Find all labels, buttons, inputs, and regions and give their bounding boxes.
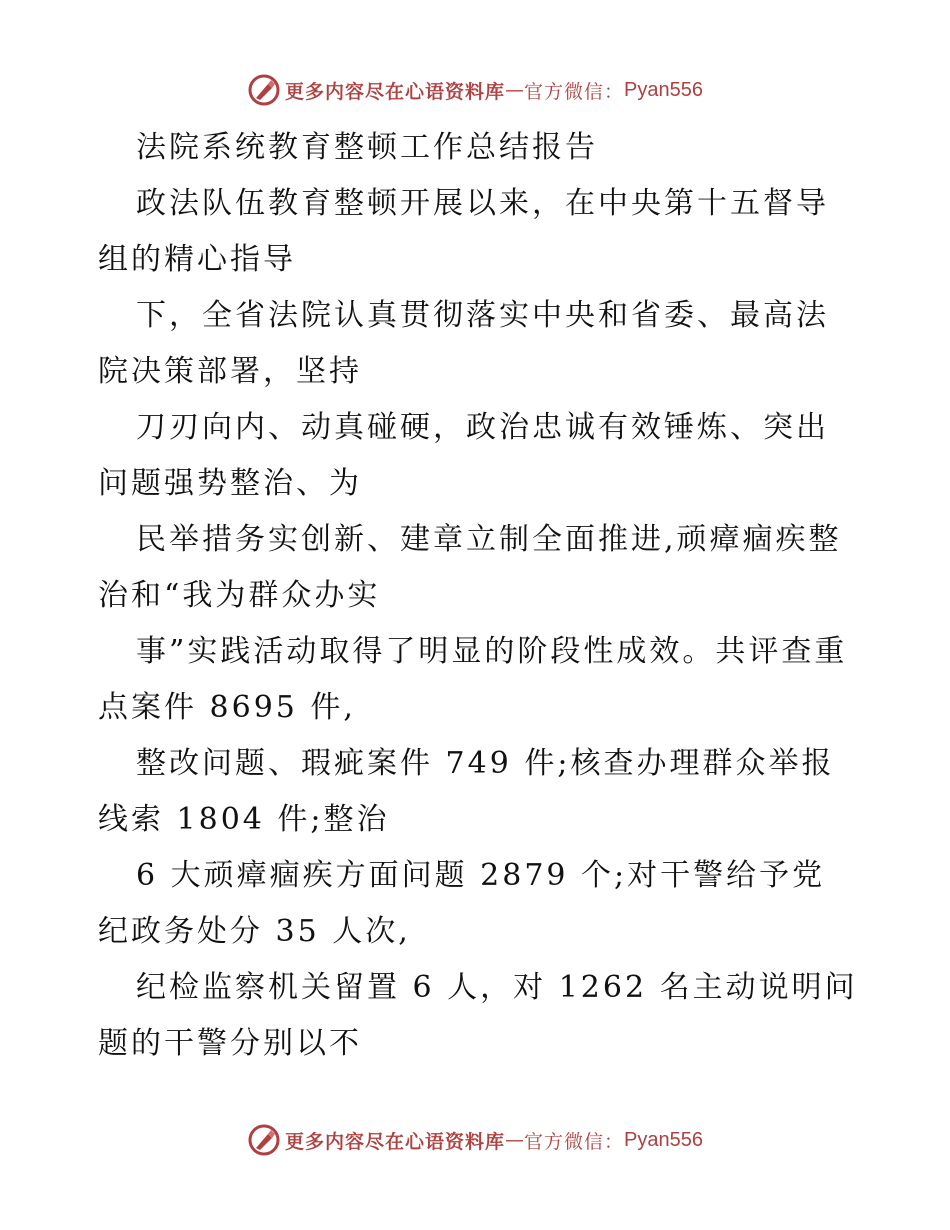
watermark-dash: — [505,79,525,101]
document-line: 政法队伍教育整顿开展以来，在中央第十五督导组的精心指导 [98,186,829,277]
pen-circle-logo-icon [247,73,281,107]
document-line: 民举措务实创新、建章立制全面推进,顽瘴痼疾整治和“我为群众办实 [98,522,842,613]
document-line: 6 大顽瘴痼疾方面问题 2879 个;对干警给予党纪政务处分 35 人次, [98,858,826,949]
watermark-text: 更多内容尽在心语资料库 [285,80,506,103]
document-title: 法院系统教育整顿工作总结报告 [136,130,598,165]
document-body [98,120,858,1072]
document-line: 整改问题、瑕疵案件 749 件;核查办理群众举报线索 1804 件;整治 [98,746,835,837]
pen-circle-logo-icon [247,1123,281,1157]
footer-watermark [0,1122,950,1158]
watermark-dash: — [505,1129,525,1151]
watermark-wechat-label: 官方微信： [524,80,625,103]
watermark-wechat-id: Pyan556 [624,78,703,101]
document-line: 下，全省法院认真贯彻落实中央和省委、最高法院决策部署，坚持 [98,298,829,389]
document-line: 纪检监察机关留置 6 人，对 1262 名主动说明问题的干警分别以不 [98,970,858,1061]
document-line: 事”实践活动取得了明显的阶段性成效。共评查重点案件 8695 件, [98,634,848,725]
watermark-wechat-id: Pyan556 [624,1128,703,1151]
document-line: 刀刃向内、动真碰硬，政治忠诚有效锤炼、突出问题强势整治、为 [98,410,829,501]
watermark-wechat-label: 官方微信： [524,1130,625,1153]
header-watermark [0,72,950,108]
watermark-text: 更多内容尽在心语资料库 [285,1130,506,1153]
